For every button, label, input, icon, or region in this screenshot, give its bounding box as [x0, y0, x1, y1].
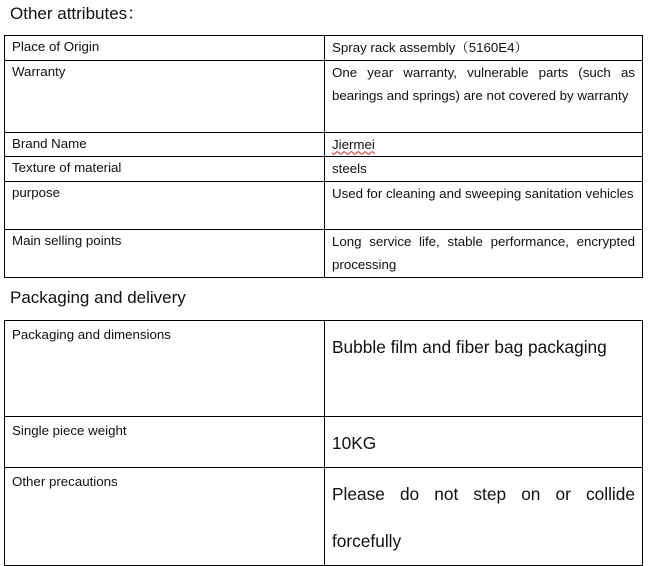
table-row	[5, 36, 643, 61]
selling-points-label: Main selling points	[5, 229, 325, 277]
place-of-origin-label: Place of Origin	[5, 36, 325, 61]
precautions-label: Other precautions	[5, 468, 325, 566]
warranty-value: One year warranty, vulnerable parts (such as bearings and springs) are not covered by warranty	[325, 60, 643, 132]
place-of-origin-value: Spray rack assembly（5160E4）	[325, 36, 643, 61]
other-attributes-heading: Other attributes：	[10, 4, 145, 23]
packaging-heading: Packaging and delivery	[10, 288, 186, 307]
selling-points-value: Long service life, stable performance, encrypted processing	[325, 229, 643, 277]
texture-label: Texture of material	[5, 157, 325, 182]
piece-weight-value: 10KG	[325, 417, 643, 468]
warranty-label: Warranty	[5, 60, 325, 132]
other-attributes-table	[4, 35, 643, 278]
brand-name-value	[325, 132, 643, 157]
table-row	[5, 468, 643, 566]
precautions-value: Please do not step on or collide forcefully	[325, 468, 643, 566]
table-row	[5, 229, 643, 277]
table-row	[5, 132, 643, 157]
table-row	[5, 321, 643, 417]
table-row	[5, 157, 643, 182]
purpose-label: purpose	[5, 181, 325, 229]
packaging-dimensions-label: Packaging and dimensions	[5, 321, 325, 417]
brand-name-text: Jiermei	[332, 136, 375, 152]
piece-weight-label: Single piece weight	[5, 417, 325, 468]
table-row	[5, 60, 643, 132]
texture-value: steels	[325, 157, 643, 182]
brand-name-label: Brand Name	[5, 132, 325, 157]
packaging-table	[4, 320, 643, 566]
packaging-dimensions-value: Bubble film and fiber bag packaging	[325, 321, 643, 417]
table-row	[5, 181, 643, 229]
purpose-value: Used for cleaning and sweeping sanitation vehicles	[325, 181, 643, 229]
table-row	[5, 417, 643, 468]
